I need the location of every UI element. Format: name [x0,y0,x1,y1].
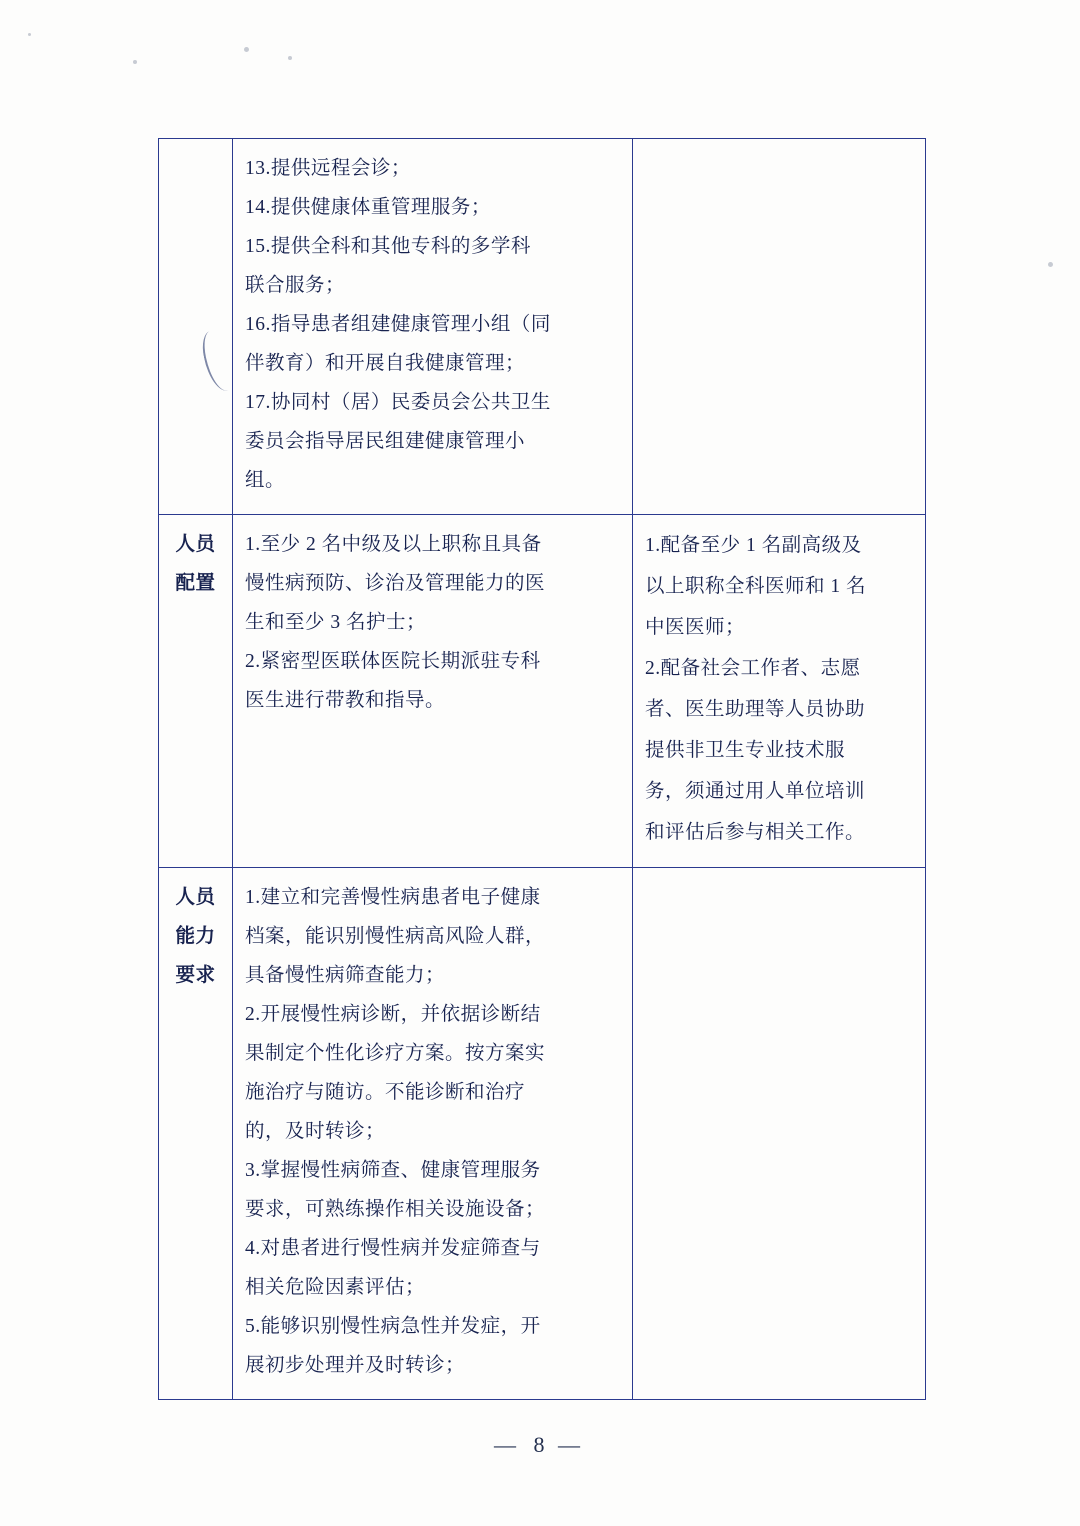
text-line: 1.至少 2 名中级及以上职称且具备 [245,534,542,555]
text-line: 2.开展慢性病诊断，并依据诊断结 [245,1004,541,1025]
text-line: 13.提供远程会诊； [245,158,411,179]
text-line: 17.协同村（居）民委员会公共卫生 [245,392,551,413]
page-number: 8 [533,1432,547,1457]
text-line: 果制定个性化诊疗方案。按方案实 [245,1043,546,1064]
text-line: 者、医生助理等人员协助 [645,699,866,720]
row-main-cell [233,515,633,868]
text-line: 伴教育）和开展自我健康管理； [245,353,526,374]
text-line: 要求，可熟练操作相关设施设备； [245,1199,546,1220]
text-line: 务，须通过用人单位培训 [645,781,866,802]
row-label-personnel-capability [159,868,233,1400]
text-line: 2.配备社会工作者、志愿 [645,658,861,679]
text-line: 档案，能识别慢性病高风险人群， [245,926,546,947]
footer-dash-right: — [558,1432,586,1457]
text-line: 14.提供健康体重管理服务； [245,197,491,218]
scan-speck-icon [288,56,292,60]
row-label-line: 人员 [175,534,216,555]
text-line: 16.指导患者组建健康管理小组（同 [245,314,551,335]
text-line: 中医医师； [645,617,746,638]
row-main-cell [233,139,633,515]
scan-speck-icon [244,47,249,52]
text-line: 组。 [245,470,286,491]
row-label-line: 要求 [175,965,216,986]
row-label-line: 配置 [175,573,216,594]
text-line: 5.能够识别慢性病急性并发症，开 [245,1316,541,1337]
row-side-cell [633,868,926,1400]
scan-speck-icon [1048,262,1053,267]
text-line: 15.提供全科和其他专科的多学科 [245,236,531,257]
table-row [159,139,926,515]
text-line: 2.紧密型医联体医院长期派驻专科 [245,651,541,672]
row-main-cell [233,868,633,1400]
text-line: 展初步处理并及时转诊； [245,1355,466,1376]
scan-speck-icon [133,60,137,64]
footer-dash-left: — [494,1432,522,1457]
page-footer [0,1432,1080,1458]
text-line: 提供非卫生专业技术服 [645,740,846,761]
text-line: 生和至少 3 名护士； [245,612,427,633]
row-side-cell [633,515,926,868]
row-label-personnel-allocation [159,515,233,868]
text-line: 委员会指导居民组建健康管理小 [245,431,526,452]
text-line: 施治疗与随访。不能诊断和治疗 [245,1082,526,1103]
row-label-cell [159,139,233,515]
text-line: 慢性病预防、诊治及管理能力的医 [245,573,546,594]
text-line: 1.配备至少 1 名副高级及 [645,535,862,556]
text-line: 的，及时转诊； [245,1121,386,1142]
table-row [159,868,926,1400]
row-label-line: 能力 [175,926,216,947]
text-line: 医生进行带教和指导。 [245,690,446,711]
table-row [159,515,926,868]
text-line: 1.建立和完善慢性病患者电子健康 [245,887,541,908]
row-side-cell [633,139,926,515]
text-line: 相关危险因素评估； [245,1277,426,1298]
text-line: 3.掌握慢性病筛查、健康管理服务 [245,1160,541,1181]
requirements-table [158,138,926,1400]
text-line: 联合服务； [245,275,346,296]
text-line: 具备慢性病筛查能力； [245,965,446,986]
text-line: 以上职称全科医师和 1 名 [645,576,867,597]
scan-speck-icon [28,33,31,36]
text-line: 和评估后参与相关工作。 [645,822,866,843]
text-line: 4.对患者进行慢性病并发症筛查与 [245,1238,541,1259]
row-label-line: 人员 [175,887,216,908]
